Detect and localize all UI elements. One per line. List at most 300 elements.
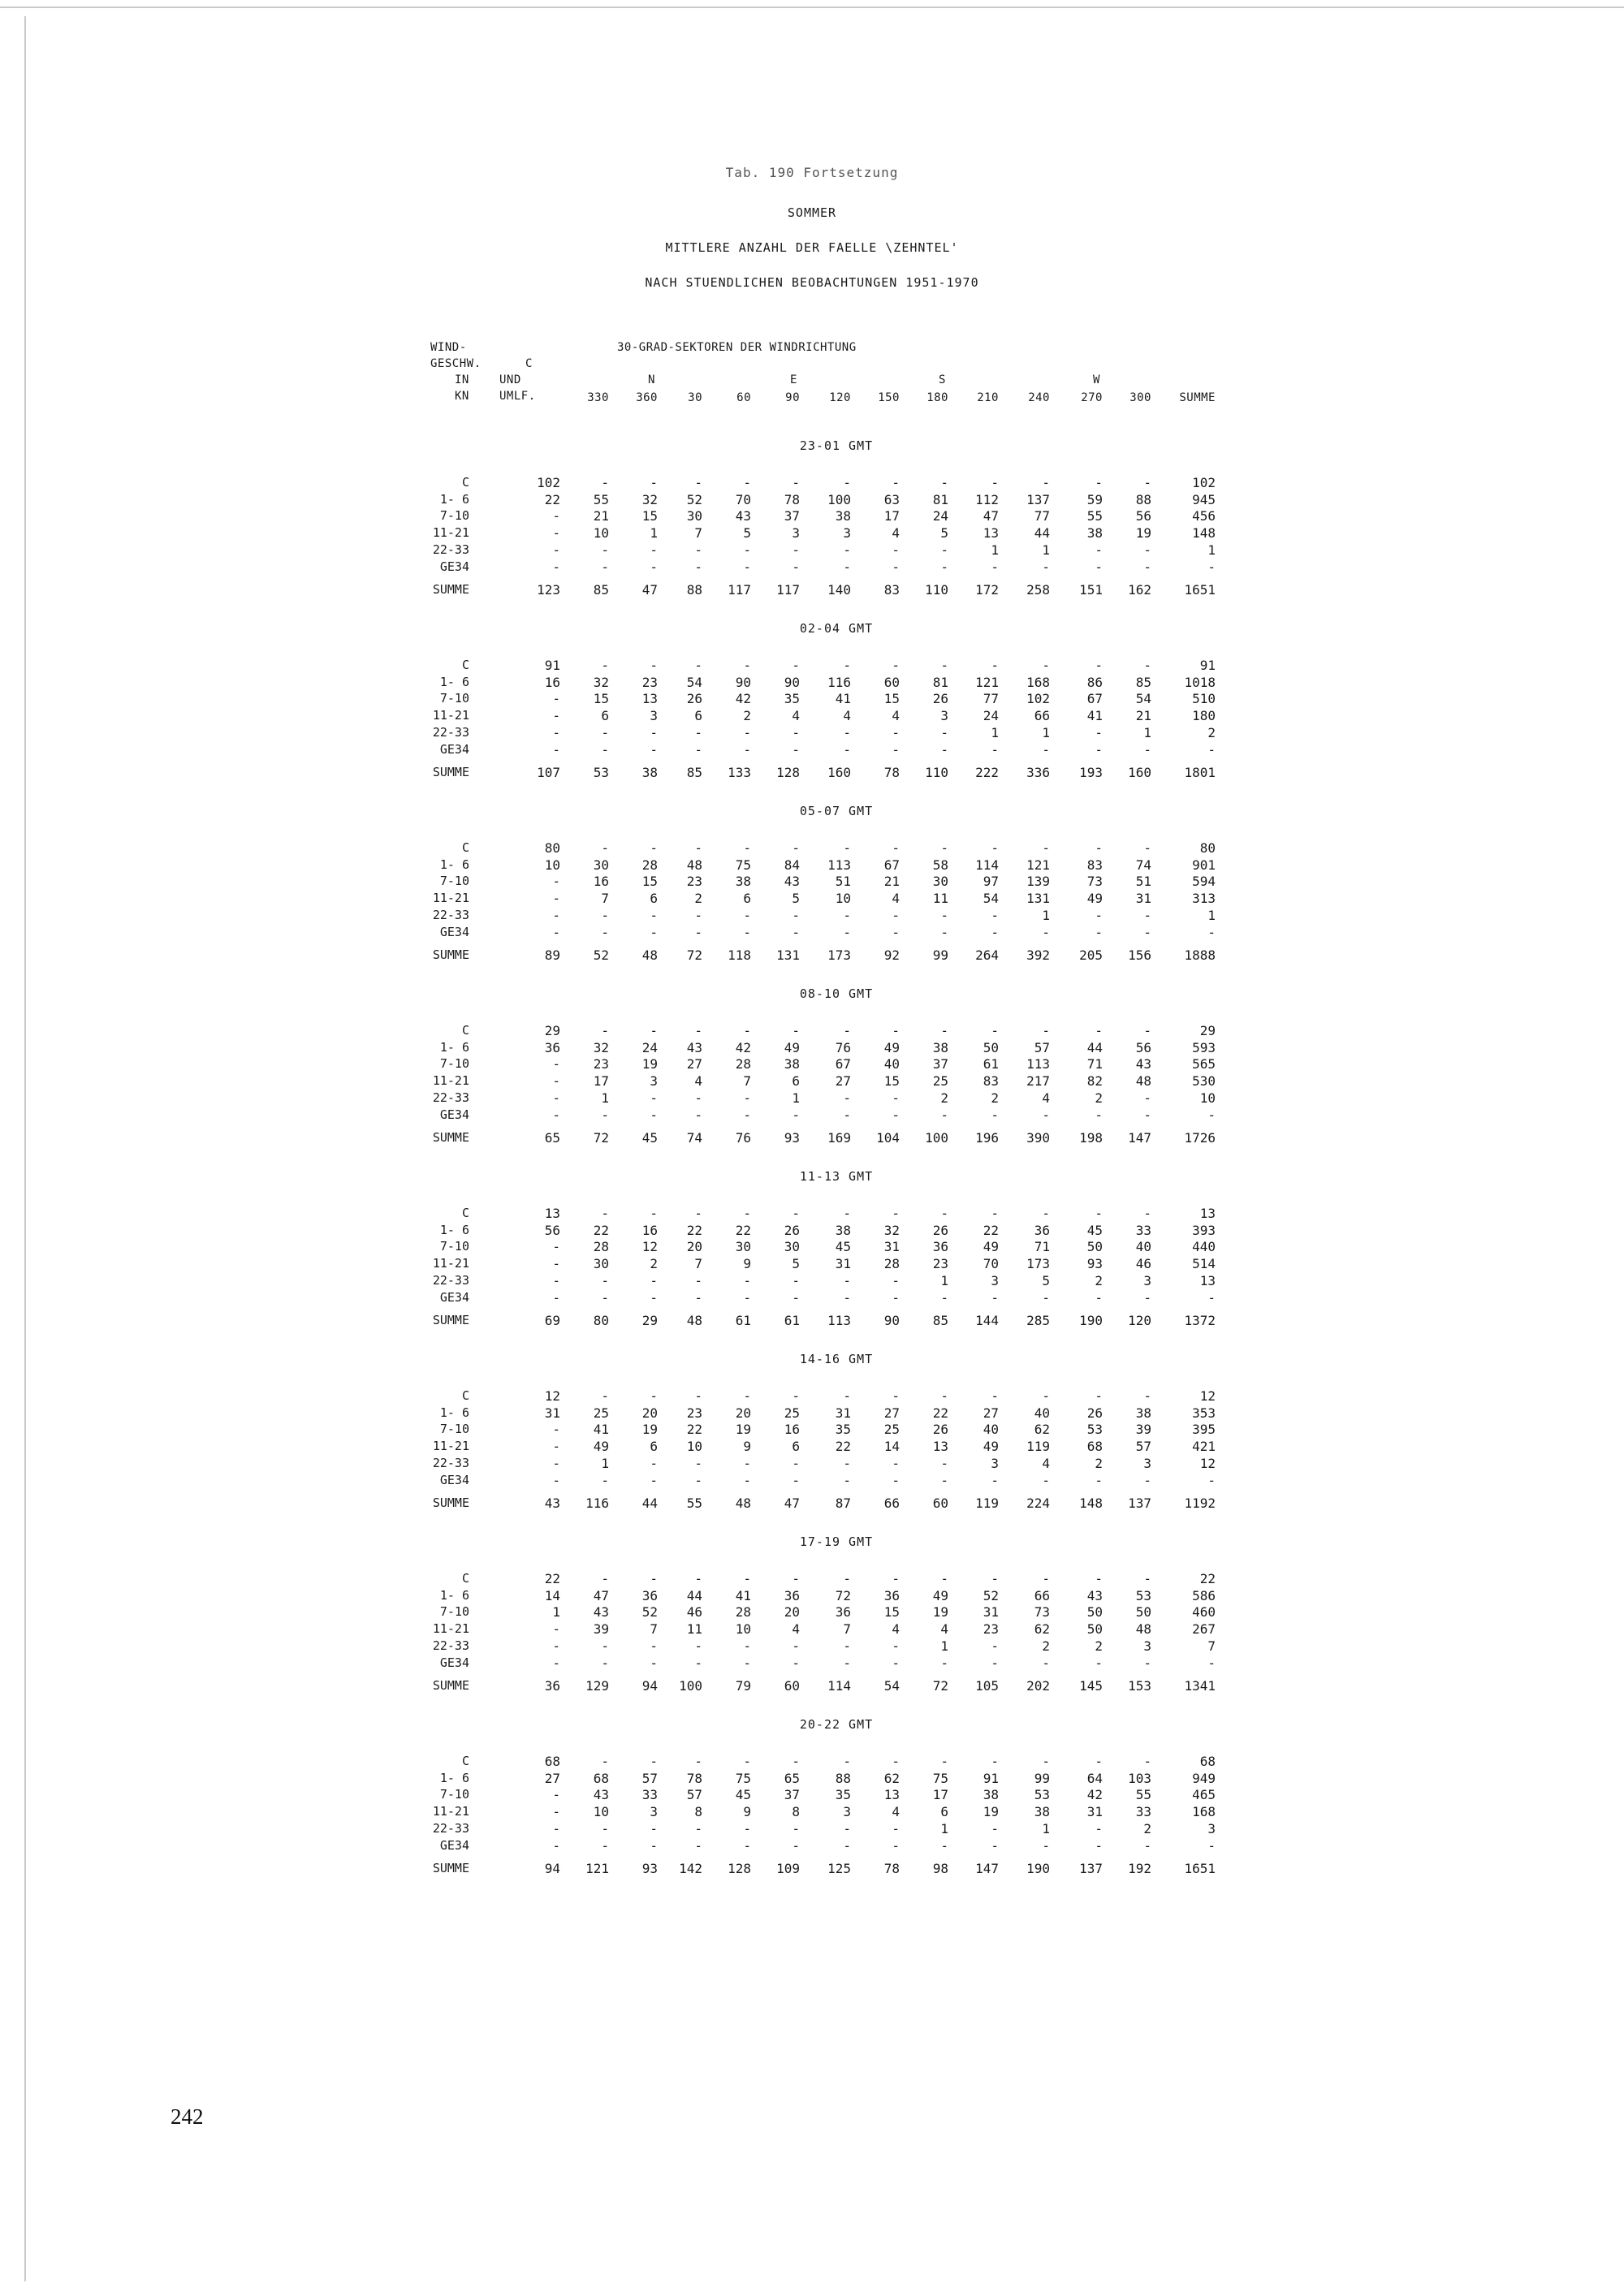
- table-cell: 119: [975, 1495, 999, 1512]
- table-cell: -: [792, 1472, 800, 1488]
- column-heading: 90: [785, 391, 800, 404]
- row-label: GE34: [439, 1289, 469, 1305]
- table-cell: 62: [1034, 1621, 1050, 1638]
- table-cell: -: [650, 1472, 658, 1488]
- table-cell: 20: [784, 1604, 800, 1621]
- calm-header-line: C: [525, 357, 533, 370]
- table-cell: -: [892, 1638, 900, 1654]
- table-cell: -: [792, 1023, 800, 1038]
- table-cell: 62: [1034, 1422, 1050, 1438]
- table-cell: 52: [593, 947, 609, 964]
- row-label: SUMME: [432, 947, 469, 963]
- table-cell: -: [650, 1638, 658, 1654]
- table-cell: -: [1095, 1388, 1103, 1404]
- row-label: 1- 6: [439, 1039, 469, 1055]
- table-cell: 1: [1042, 907, 1050, 923]
- row-label: 22-33: [432, 1820, 469, 1836]
- table-cell: 48: [686, 857, 702, 873]
- table-cell: 168: [1026, 674, 1050, 690]
- table-cell: 28: [735, 1604, 751, 1621]
- table-cell: 26: [932, 691, 948, 707]
- table-cell: 7: [650, 1621, 658, 1638]
- table-cell: -: [1042, 1754, 1050, 1769]
- table-cell: -: [1207, 1472, 1216, 1488]
- table-cell: 40: [1135, 1239, 1151, 1255]
- table-cell: 94: [641, 1678, 658, 1694]
- table-cell: 4: [892, 525, 900, 542]
- table-cell: -: [991, 475, 999, 490]
- table-cell: -: [1042, 559, 1050, 575]
- table-cell: -: [1143, 1107, 1151, 1123]
- table-cell: -: [1143, 542, 1151, 558]
- table-cell: 113: [1026, 1056, 1050, 1072]
- table-cell: -: [694, 1388, 702, 1404]
- table-cell: -: [1143, 1837, 1151, 1854]
- column-heading: 30: [688, 391, 702, 404]
- table-cell: 3: [792, 525, 800, 542]
- table-cell: -: [991, 658, 999, 673]
- table-cell: -: [940, 658, 948, 673]
- table-cell: 45: [641, 1130, 658, 1146]
- calm-header-line: UND: [499, 373, 521, 386]
- table-cell: 81: [932, 491, 948, 507]
- table-cell: -: [991, 1754, 999, 1769]
- table-cell: 83: [1086, 857, 1103, 873]
- table-cell: 949: [1192, 1770, 1216, 1786]
- column-heading: 240: [1028, 391, 1050, 404]
- row-label: 7-10: [439, 1056, 469, 1072]
- column-heading: 360: [636, 391, 658, 404]
- table-cell: -: [1143, 1472, 1151, 1488]
- table-cell: 5: [1042, 1272, 1050, 1288]
- table-cell: 29: [1199, 1023, 1216, 1038]
- table-cell: -: [743, 840, 751, 856]
- table-cell: -: [650, 542, 658, 558]
- table-cell: 7: [601, 891, 609, 907]
- table-cell: 43: [735, 508, 751, 524]
- table-cell: 44: [686, 1587, 702, 1603]
- table-cell: -: [940, 1023, 948, 1038]
- table-cell: 131: [776, 947, 800, 964]
- table-cell: -: [743, 1388, 751, 1404]
- table-cell: -: [792, 1206, 800, 1221]
- table-cell: 72: [835, 1587, 851, 1603]
- table-cell: -: [843, 1107, 851, 1123]
- table-cell: 41: [593, 1422, 609, 1438]
- table-cell: 85: [932, 1313, 948, 1329]
- table-cell: 57: [1034, 1039, 1050, 1055]
- row-label: 7-10: [439, 1422, 469, 1437]
- table-cell: 86: [1086, 674, 1103, 690]
- table-cell: -: [843, 559, 851, 575]
- row-label: 7-10: [439, 1787, 469, 1802]
- table-cell: -: [1095, 1571, 1103, 1586]
- table-cell: 153: [1128, 1678, 1151, 1694]
- table-cell: -: [892, 1272, 900, 1288]
- table-cell: 8: [694, 1804, 702, 1820]
- table-cell: 5: [743, 525, 751, 542]
- table-cell: -: [843, 658, 851, 673]
- table-cell: 50: [983, 1039, 999, 1055]
- table-cell: 3: [650, 708, 658, 724]
- table-cell: 3: [1143, 1455, 1151, 1471]
- table-cell: -: [940, 1289, 948, 1306]
- table-cell: 1: [991, 542, 999, 558]
- table-cell: -: [650, 1837, 658, 1854]
- table-cell: 15: [883, 1604, 900, 1621]
- table-cell: 90: [735, 674, 751, 690]
- table-cell: -: [552, 891, 560, 907]
- table-cell: 64: [1086, 1770, 1103, 1786]
- table-cell: -: [694, 924, 702, 940]
- table-cell: 38: [835, 508, 851, 524]
- table-cell: -: [892, 1090, 900, 1106]
- table-cell: -: [650, 724, 658, 740]
- table-cell: 4: [792, 1621, 800, 1638]
- table-cell: 36: [784, 1587, 800, 1603]
- table-cell: 60: [883, 674, 900, 690]
- table-cell: 38: [1135, 1405, 1151, 1421]
- table-cell: 13: [883, 1787, 900, 1803]
- table-cell: 58: [932, 857, 948, 873]
- table-cell: -: [650, 907, 658, 923]
- table-cell: -: [940, 840, 948, 856]
- table-cell: -: [1143, 1090, 1151, 1106]
- table-cell: 74: [1135, 857, 1151, 873]
- table-cell: -: [892, 724, 900, 740]
- table-cell: 72: [686, 947, 702, 964]
- table-cell: 88: [1135, 491, 1151, 507]
- table-cell: 4: [892, 891, 900, 907]
- table-cell: -: [650, 658, 658, 673]
- table-cell: 440: [1192, 1239, 1216, 1255]
- table-cell: 38: [1034, 1804, 1050, 1820]
- table-cell: 40: [1034, 1405, 1050, 1421]
- table-cell: 465: [1192, 1787, 1216, 1803]
- table-cell: -: [843, 1023, 851, 1038]
- table-cell: 33: [1135, 1222, 1151, 1238]
- table-cell: 25: [932, 1073, 948, 1090]
- table-cell: -: [694, 658, 702, 673]
- table-cell: -: [1042, 1571, 1050, 1586]
- table-cell: -: [1207, 741, 1216, 757]
- table-cell: 594: [1192, 874, 1216, 890]
- table-cell: -: [601, 1820, 609, 1836]
- row-label: 1- 6: [439, 1405, 469, 1420]
- table-cell: 71: [1034, 1239, 1050, 1255]
- table-cell: -: [601, 1206, 609, 1221]
- table-cell: 56: [1135, 1039, 1151, 1055]
- table-cell: 5: [940, 525, 948, 542]
- table-cell: 85: [686, 765, 702, 781]
- table-cell: -: [1095, 840, 1103, 856]
- wind-speed-header-line: GESCHW.: [430, 357, 482, 370]
- table-cell: 29: [544, 1023, 560, 1038]
- table-cell: -: [1207, 1837, 1216, 1854]
- table-cell: 3: [650, 1073, 658, 1090]
- table-cell: 49: [983, 1439, 999, 1455]
- table-cell: 66: [1034, 1587, 1050, 1603]
- table-cell: 98: [932, 1861, 948, 1877]
- row-label: SUMME: [432, 582, 469, 598]
- table-cell: 28: [735, 1056, 751, 1072]
- table-cell: -: [694, 1107, 702, 1123]
- table-cell: -: [940, 924, 948, 940]
- table-cell: 192: [1128, 1861, 1151, 1877]
- sector-header: 30-GRAD-SEKTOREN DER WINDRICHTUNG: [617, 341, 857, 354]
- table-cell: 47: [593, 1587, 609, 1603]
- table-cell: -: [892, 840, 900, 856]
- table-cell: -: [552, 1272, 560, 1288]
- table-cell: 3: [843, 1804, 851, 1820]
- table-cell: 3: [1143, 1272, 1151, 1288]
- table-cell: 38: [932, 1039, 948, 1055]
- table-cell: -: [1207, 1289, 1216, 1306]
- table-cell: -: [1095, 475, 1103, 490]
- column-heading: 300: [1129, 391, 1151, 404]
- row-label: SUMME: [432, 1678, 469, 1694]
- table-cell: 222: [975, 765, 999, 781]
- table-cell: 114: [975, 857, 999, 873]
- table-cell: 25: [883, 1422, 900, 1438]
- row-label: 11-21: [432, 1804, 469, 1819]
- table-cell: 22: [932, 1405, 948, 1421]
- table-cell: -: [694, 1455, 702, 1471]
- table-cell: -: [843, 840, 851, 856]
- table-cell: -: [843, 1571, 851, 1586]
- table-cell: 50: [1086, 1239, 1103, 1255]
- table-cell: 78: [883, 765, 900, 781]
- table-cell: -: [552, 691, 560, 707]
- table-cell: 24: [932, 508, 948, 524]
- table-cell: 27: [883, 1405, 900, 1421]
- time-block-title: 11-13 GMT: [799, 1169, 874, 1184]
- table-cell: 1192: [1184, 1495, 1216, 1512]
- table-cell: 110: [925, 582, 948, 598]
- table-cell: 593: [1192, 1039, 1216, 1055]
- table-cell: 85: [593, 582, 609, 598]
- table-cell: 4: [940, 1621, 948, 1638]
- table-cell: 145: [1079, 1678, 1103, 1694]
- table-cell: 15: [883, 691, 900, 707]
- table-cell: 10: [593, 525, 609, 542]
- table-cell: -: [892, 1837, 900, 1854]
- table-cell: 392: [1026, 947, 1050, 964]
- table-cell: 1726: [1184, 1130, 1216, 1146]
- table-cell: -: [694, 559, 702, 575]
- table-cell: 2: [1143, 1820, 1151, 1836]
- table-cell: -: [650, 741, 658, 757]
- table-cell: -: [552, 874, 560, 890]
- table-cell: 586: [1192, 1587, 1216, 1603]
- table-cell: 9: [743, 1256, 751, 1272]
- table-cell: 48: [1135, 1073, 1151, 1090]
- table-cell: 61: [784, 1313, 800, 1329]
- table-cell: -: [1042, 658, 1050, 673]
- table-cell: 1: [601, 1455, 609, 1471]
- table-cell: 3: [1207, 1820, 1216, 1836]
- table-cell: 60: [932, 1495, 948, 1512]
- table-cell: 460: [1192, 1604, 1216, 1621]
- table-cell: 68: [1086, 1439, 1103, 1455]
- table-cell: 21: [1135, 708, 1151, 724]
- table-cell: 100: [827, 491, 851, 507]
- table-cell: -: [1042, 1023, 1050, 1038]
- table-cell: 6: [601, 708, 609, 724]
- table-cell: 43: [784, 874, 800, 890]
- table-cell: 70: [983, 1256, 999, 1272]
- table-cell: 945: [1192, 491, 1216, 507]
- table-cell: 45: [1086, 1222, 1103, 1238]
- table-cell: 25: [784, 1405, 800, 1421]
- table-cell: 66: [1034, 708, 1050, 724]
- table-cell: 113: [827, 857, 851, 873]
- row-label: C: [461, 1571, 469, 1586]
- table-cell: 49: [883, 1039, 900, 1055]
- table-cell: 26: [932, 1222, 948, 1238]
- table-cell: 4: [1042, 1455, 1050, 1471]
- table-cell: -: [892, 1289, 900, 1306]
- table-cell: -: [991, 741, 999, 757]
- table-cell: 44: [1086, 1039, 1103, 1055]
- table-cell: -: [1095, 741, 1103, 757]
- table-cell: 121: [975, 674, 999, 690]
- table-cell: 55: [593, 491, 609, 507]
- table-cell: 50: [1086, 1604, 1103, 1621]
- table-cell: 217: [1026, 1073, 1050, 1090]
- table-cell: -: [792, 1272, 800, 1288]
- table-cell: 99: [1034, 1770, 1050, 1786]
- table-cell: 14: [883, 1439, 900, 1455]
- table-cell: 22: [544, 1571, 560, 1586]
- table-cell: -: [892, 924, 900, 940]
- row-label: 1- 6: [439, 1587, 469, 1603]
- table-cell: 52: [641, 1604, 658, 1621]
- table-cell: -: [601, 924, 609, 940]
- table-cell: 12: [641, 1239, 658, 1255]
- table-cell: -: [1042, 1837, 1050, 1854]
- table-cell: 13: [1199, 1206, 1216, 1221]
- table-cell: 93: [641, 1861, 658, 1877]
- table-cell: 78: [784, 491, 800, 507]
- table-cell: 79: [735, 1678, 751, 1694]
- row-label: 1- 6: [439, 857, 469, 872]
- table-cell: 53: [593, 765, 609, 781]
- table-cell: 28: [883, 1256, 900, 1272]
- table-cell: -: [991, 1638, 999, 1654]
- table-cell: -: [1042, 475, 1050, 490]
- table-cell: 2: [940, 1090, 948, 1106]
- row-label: C: [461, 658, 469, 672]
- table-cell: -: [940, 1455, 948, 1471]
- table-cell: 43: [593, 1604, 609, 1621]
- table-cell: -: [792, 1107, 800, 1123]
- table-cell: -: [792, 1571, 800, 1586]
- table-cell: 45: [735, 1787, 751, 1803]
- table-cell: -: [792, 1837, 800, 1854]
- table-cell: -: [552, 542, 560, 558]
- row-label: 1- 6: [439, 491, 469, 507]
- table-cell: 41: [735, 1587, 751, 1603]
- time-block-title: 23-01 GMT: [799, 438, 874, 453]
- table-cell: 193: [1079, 765, 1103, 781]
- table-cell: -: [940, 1107, 948, 1123]
- table-cell: 2: [991, 1090, 999, 1106]
- row-label: 7-10: [439, 1604, 469, 1620]
- time-block-title: 17-19 GMT: [799, 1534, 874, 1549]
- table-cell: 82: [1086, 1073, 1103, 1090]
- table-cell: -: [694, 1272, 702, 1288]
- table-cell: 12: [1199, 1388, 1216, 1404]
- table-cell: 39: [1135, 1422, 1151, 1438]
- table-cell: -: [1143, 658, 1151, 673]
- table-cell: 3: [991, 1272, 999, 1288]
- table-cell: 4: [892, 708, 900, 724]
- table-cell: 85: [1135, 674, 1151, 690]
- table-cell: 140: [827, 582, 851, 598]
- table-cell: -: [991, 1289, 999, 1306]
- table-cell: 133: [728, 765, 751, 781]
- table-cell: 173: [827, 947, 851, 964]
- table-cell: -: [843, 1472, 851, 1488]
- table-cell: -: [650, 1023, 658, 1038]
- table-cell: 118: [728, 947, 751, 964]
- table-cell: 36: [544, 1039, 560, 1055]
- table-cell: -: [843, 907, 851, 923]
- table-cell: -: [601, 1272, 609, 1288]
- table-cell: 2: [1095, 1272, 1103, 1288]
- row-label: C: [461, 840, 469, 855]
- table-cell: 22: [686, 1422, 702, 1438]
- table-cell: 6: [694, 708, 702, 724]
- table-cell: 390: [1026, 1130, 1050, 1146]
- table-cell: -: [843, 1289, 851, 1306]
- row-label: C: [461, 1206, 469, 1220]
- table-cell: 162: [1128, 582, 1151, 598]
- row-label: 22-33: [432, 1638, 469, 1653]
- table-cell: 87: [835, 1495, 851, 1512]
- table-cell: 63: [883, 491, 900, 507]
- table-cell: -: [601, 1655, 609, 1671]
- table-cell: -: [1095, 924, 1103, 940]
- table-cell: 137: [1026, 491, 1050, 507]
- table-cell: 100: [925, 1130, 948, 1146]
- table-cell: -: [650, 1206, 658, 1221]
- table-cell: 38: [1086, 525, 1103, 542]
- table-cell: 30: [593, 857, 609, 873]
- table-cell: 54: [1135, 691, 1151, 707]
- table-cell: 530: [1192, 1073, 1216, 1090]
- table-cell: 123: [537, 582, 560, 598]
- table-cell: 76: [735, 1130, 751, 1146]
- table-cell: 1: [601, 1090, 609, 1106]
- table-cell: -: [892, 741, 900, 757]
- table-cell: 12: [1199, 1455, 1216, 1471]
- row-label: C: [461, 1754, 469, 1768]
- table-cell: 205: [1079, 947, 1103, 964]
- table-cell: -: [601, 1107, 609, 1123]
- table-cell: -: [991, 924, 999, 940]
- table-cell: -: [940, 1472, 948, 1488]
- table-cell: 14: [544, 1587, 560, 1603]
- table-cell: -: [1143, 475, 1151, 490]
- table-cell: 47: [641, 582, 658, 598]
- table-cell: -: [991, 1837, 999, 1854]
- table-cell: 456: [1192, 508, 1216, 524]
- table-cell: -: [743, 741, 751, 757]
- table-cell: -: [792, 475, 800, 490]
- table-cell: 15: [641, 874, 658, 890]
